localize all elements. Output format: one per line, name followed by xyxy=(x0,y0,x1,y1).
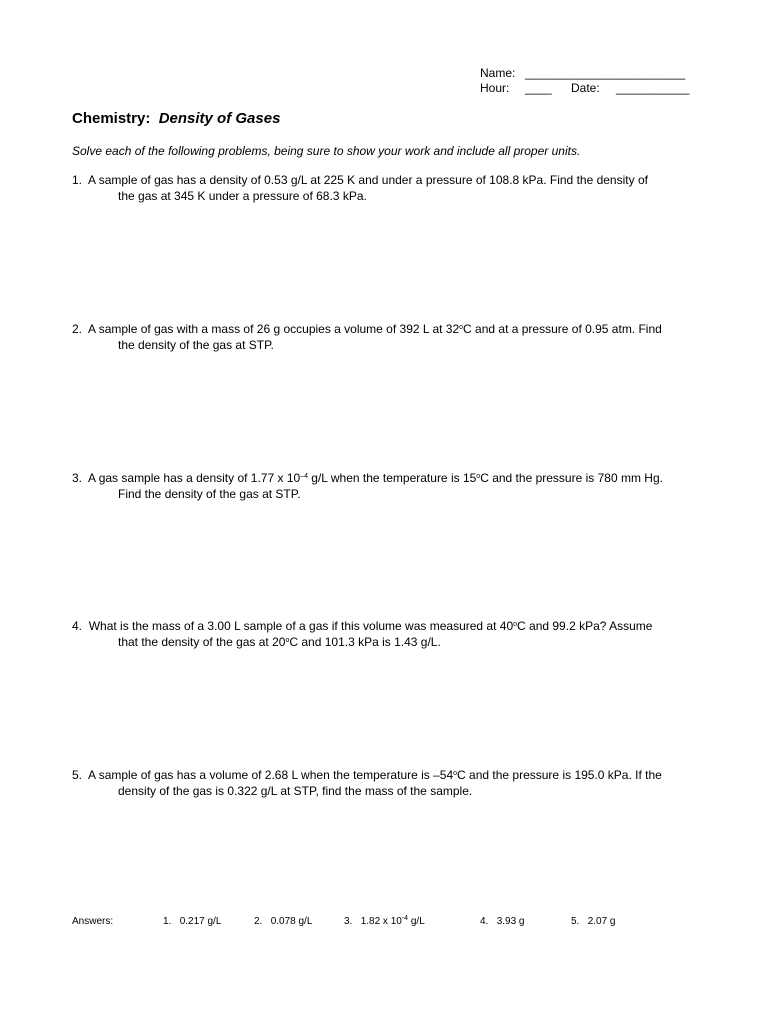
name-blank: ________________________ xyxy=(525,66,686,80)
answer-value: 1.82 x 10 xyxy=(360,916,402,927)
hour-label: Hour: xyxy=(480,81,510,95)
answer-number: 4. xyxy=(480,916,489,927)
problem-text-cont: C and 101.3 kPa is 1.43 g/L. xyxy=(289,634,441,649)
degree-sup: o xyxy=(513,621,518,628)
problem-text: A sample of gas has a density of 0.53 g/L at 225 K and under a pressure of 108.8 kPa. Find the density of xyxy=(88,173,648,187)
hour-blank: ____ xyxy=(525,81,552,95)
problem-text-cont: the gas at 345 K under a pressure of 68.3 kPa. xyxy=(118,188,367,203)
problem-2 xyxy=(72,322,702,353)
problem-number: 4. xyxy=(72,619,83,633)
problem-number: 5. xyxy=(72,768,83,782)
answer-3 xyxy=(344,916,425,927)
problem-1 xyxy=(72,173,702,204)
problem-text: A gas sample has a density of 1.77 x 10 xyxy=(88,471,301,485)
answer-value: 3.93 g xyxy=(496,916,525,927)
problem-text: What is the mass of a 3.00 L sample of a gas if this volume was measured at 40 xyxy=(88,619,514,633)
problem-4 xyxy=(72,619,702,650)
page-title xyxy=(72,110,280,127)
problem-text: C and 99.2 kPa? Assume xyxy=(517,619,653,633)
problem-3 xyxy=(72,471,702,502)
answer-1 xyxy=(163,916,221,927)
answer-number: 3. xyxy=(344,916,353,927)
problem-text-cont: that the density of the gas at 20 xyxy=(118,634,286,649)
answer-value: g/L xyxy=(408,916,425,927)
answers-label: Answers: xyxy=(72,916,114,927)
instructions: Solve each of the following problems, being sure to show your work and include all proper units. xyxy=(72,144,581,158)
answer-number: 5. xyxy=(571,916,580,927)
problem-text: g/L when the temperature is 15 xyxy=(307,471,477,485)
degree-sup: o xyxy=(476,473,481,480)
answer-2 xyxy=(254,916,312,927)
problem-number: 3. xyxy=(72,471,83,485)
problem-5 xyxy=(72,768,702,799)
problem-number: 1. xyxy=(72,173,83,187)
answer-value: 0.078 g/L xyxy=(270,916,313,927)
problem-text-cont: density of the gas is 0.322 g/L at STP, find the mass of the sample. xyxy=(118,783,473,798)
exponent-sup: –4 xyxy=(300,473,308,480)
problem-text: C and at a pressure of 0.95 atm. Find xyxy=(463,322,662,336)
problem-number: 2. xyxy=(72,322,83,336)
problem-text: A sample of gas with a mass of 26 g occupies a volume of 392 L at 32 xyxy=(88,322,460,336)
problem-text-cont: the density of the gas at STP. xyxy=(118,337,274,352)
problem-text: A sample of gas has a volume of 2.68 L when the temperature is –54 xyxy=(88,768,454,782)
problem-text: C and the pressure is 780 mm Hg. xyxy=(480,471,663,485)
answer-number: 2. xyxy=(254,916,263,927)
degree-sup: o xyxy=(285,636,290,644)
title-topic: Density of Gases xyxy=(158,110,281,127)
answer-number: 1. xyxy=(163,916,172,927)
date-blank: ___________ xyxy=(616,81,690,95)
problem-text: C and the pressure is 195.0 kPa. If the xyxy=(457,768,662,782)
answer-5 xyxy=(571,916,616,927)
name-label: Name: xyxy=(480,66,516,80)
exponent-sup: -4 xyxy=(401,915,409,922)
date-label: Date: xyxy=(571,81,600,95)
answer-4 xyxy=(480,916,525,927)
degree-sup: o xyxy=(453,770,458,777)
problem-text-cont: Find the density of the gas at STP. xyxy=(118,486,301,501)
answer-value: 2.07 g xyxy=(587,916,616,927)
answer-value: 0.217 g/L xyxy=(179,916,222,927)
degree-sup: o xyxy=(459,324,464,331)
title-prefix: Chemistry: xyxy=(72,110,151,127)
